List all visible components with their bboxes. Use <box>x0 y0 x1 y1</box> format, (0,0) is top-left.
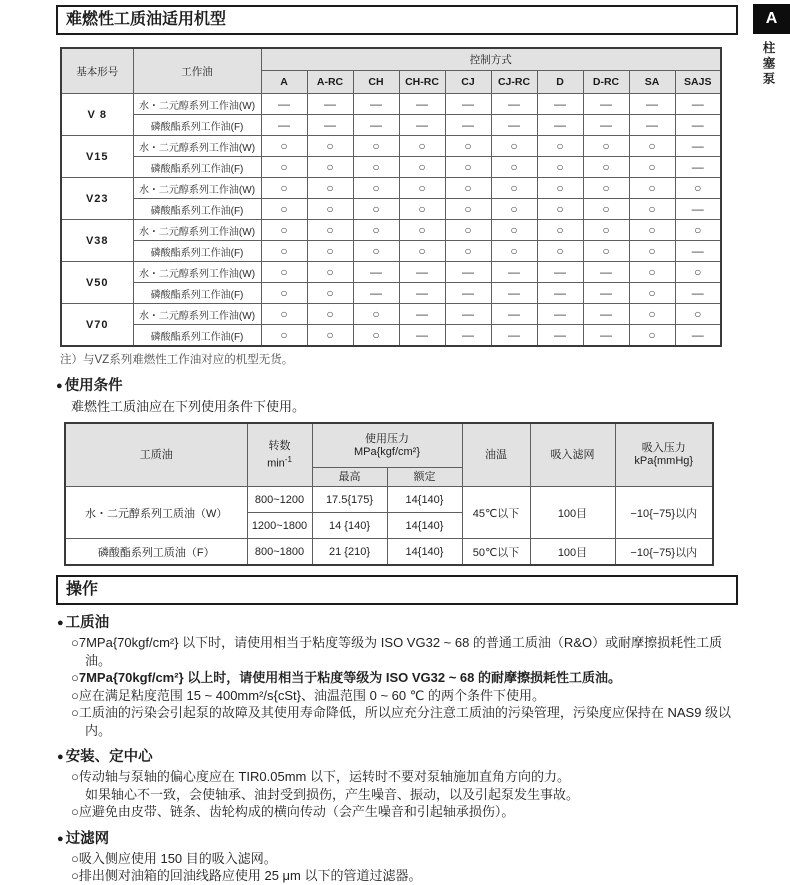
compatibility-mark-cell: — <box>583 304 629 325</box>
compatibility-mark-cell: ○ <box>583 157 629 178</box>
control-column-header: D-RC <box>583 71 629 94</box>
compatibility-mark-cell: — <box>445 283 491 304</box>
item-marker-icon: ○ <box>71 705 79 720</box>
operation-section-heading <box>57 830 738 849</box>
pressure-max-cell: 14 {140} <box>312 513 387 539</box>
operation-section-title: 安装、定中心 <box>65 749 153 765</box>
col-header-strainer: 吸入滤网 <box>530 423 615 487</box>
compatibility-mark-cell: — <box>537 94 583 115</box>
compatibility-mark-cell: — <box>629 94 675 115</box>
oil-type-cell: 磷酸酯系列工作油(F) <box>133 325 261 347</box>
model-cell: V38 <box>61 220 133 262</box>
compatibility-mark-cell: — <box>307 94 353 115</box>
control-column-header: SA <box>629 71 675 94</box>
col-header-pressure-max: 最高 <box>312 468 387 487</box>
table-row <box>61 94 721 115</box>
suction-cell: −10{−75}以内 <box>615 487 713 539</box>
table-row <box>61 115 721 136</box>
model-cell: V23 <box>61 178 133 220</box>
compatibility-mark-cell: ○ <box>307 199 353 220</box>
col-header-speed: 转数 $\min^{-1}$ <box>247 423 312 487</box>
compatibility-mark-cell: ○ <box>629 220 675 241</box>
operation-section-title: 工质油 <box>65 615 110 631</box>
model-cell: V 8 <box>61 94 133 136</box>
table-row <box>61 157 721 178</box>
applicable-models-table <box>60 47 722 347</box>
section-tab-letter: A <box>765 10 778 27</box>
compatibility-mark-cell: — <box>537 304 583 325</box>
bullet-icon: ● <box>56 380 63 392</box>
compatibility-mark-cell: — <box>537 262 583 283</box>
operation-item-text: 7MPa{70kgf/cm²} 以上时，请使用相当于粘度等级为 ISO VG32 ~ 68 的耐摩擦损耗性工质油。 <box>78 670 621 685</box>
compatibility-mark-cell: ○ <box>307 262 353 283</box>
compatibility-mark-cell: — <box>399 325 445 347</box>
compatibility-mark-cell: ○ <box>307 178 353 199</box>
speed-cell: 800~1200 <box>247 487 312 513</box>
compatibility-mark-cell: ○ <box>583 241 629 262</box>
compatibility-mark-cell: ○ <box>537 157 583 178</box>
usage-conditions-table <box>64 422 714 566</box>
compatibility-mark-cell: ○ <box>537 178 583 199</box>
operation-item-text: 排出侧对油箱的回油线路应使用 25 μm 以下的管道过滤器。 <box>78 868 422 883</box>
compatibility-mark-cell: ○ <box>491 199 537 220</box>
compatibility-mark-cell: ○ <box>353 178 399 199</box>
operation-item-text: 7MPa{70kgf/cm²} 以下时，请使用相当于粘度等级为 ISO VG32 ~ 68 的普通工质油（R&O）或耐摩擦损耗性工质油。 <box>78 635 723 668</box>
compatibility-mark-cell: — <box>307 115 353 136</box>
operation-item-text: 工质油的污染会引起泵的故障及其使用寿命降低，所以应充分注意工质油的污染管理，污染度应保持在 NAS9 级以内。 <box>78 705 732 738</box>
compatibility-mark-cell: — <box>491 325 537 347</box>
compatibility-mark-cell: ○ <box>399 178 445 199</box>
page-title: 难燃性工质油适用机型 <box>56 5 738 35</box>
compatibility-mark-cell: — <box>353 262 399 283</box>
compatibility-mark-cell: — <box>445 94 491 115</box>
item-marker-icon: ○ <box>71 687 79 703</box>
operation-item-text: 应避免由皮带、链条、齿轮构成的横向传动（会产生噪音和引起轴承损伤）。 <box>78 804 515 819</box>
compatibility-mark-cell: — <box>261 94 307 115</box>
compatibility-mark-cell: — <box>399 115 445 136</box>
compatibility-mark-cell: — <box>583 94 629 115</box>
compatibility-mark-cell: — <box>353 283 399 304</box>
compatibility-mark-cell: ○ <box>537 199 583 220</box>
oil-type-cell: 磷酸酯系列工作油(F) <box>133 241 261 262</box>
compatibility-mark-cell: ○ <box>629 157 675 178</box>
compatibility-mark-cell: ○ <box>261 136 307 157</box>
col-header-pressure-rated: 额定 <box>387 468 462 487</box>
compatibility-mark-cell: ○ <box>399 136 445 157</box>
compatibility-mark-cell: — <box>583 283 629 304</box>
table-row <box>61 325 721 347</box>
operation-item <box>71 850 738 868</box>
compatibility-mark-cell: ○ <box>629 283 675 304</box>
item-marker-icon: ○ <box>71 670 79 685</box>
compatibility-mark-cell: — <box>583 262 629 283</box>
compatibility-mark-cell: ○ <box>583 136 629 157</box>
speed-cell: 1200~1800 <box>247 513 312 539</box>
operation-section <box>57 748 738 821</box>
operation-item <box>71 634 738 669</box>
compatibility-mark-cell: ○ <box>537 241 583 262</box>
table-row <box>61 220 721 241</box>
operation-item-text: 吸入侧应使用 150 目的吸入滤网。 <box>78 850 277 866</box>
compatibility-mark-cell: ○ <box>445 178 491 199</box>
table-note: 注）与VZ系列难燃性工作油对应的机型无货。 <box>60 354 294 366</box>
compatibility-mark-cell: — <box>675 157 721 178</box>
compatibility-mark-cell: ○ <box>583 220 629 241</box>
compatibility-mark-cell: — <box>491 115 537 136</box>
section-tab-a <box>753 4 790 34</box>
compatibility-mark-cell: — <box>537 115 583 136</box>
compatibility-mark-cell: — <box>629 115 675 136</box>
operation-title: 操作 <box>56 575 738 605</box>
compatibility-mark-cell: ○ <box>675 220 721 241</box>
strainer-cell: 100目 <box>530 539 615 566</box>
side-tab-label: 柱塞泵 <box>761 41 775 88</box>
compatibility-mark-cell: — <box>353 94 399 115</box>
col-header-control-group: 控制方式 <box>261 48 721 71</box>
compatibility-mark-cell: — <box>261 115 307 136</box>
pressure-max-cell: 17.5{175} <box>312 487 387 513</box>
compatibility-mark-cell: — <box>491 262 537 283</box>
compatibility-mark-cell: ○ <box>583 199 629 220</box>
compatibility-mark-cell: ○ <box>261 304 307 325</box>
applicable-models-table-body <box>61 94 721 347</box>
col-header-temp: 油温 <box>462 423 530 487</box>
compatibility-mark-cell: ○ <box>399 220 445 241</box>
bullet-icon: ● <box>57 751 64 763</box>
compatibility-mark-cell: ○ <box>445 241 491 262</box>
col-header-suction: 吸入压力 kPa{mmHg} <box>615 423 713 487</box>
item-marker-icon: ○ <box>71 804 79 819</box>
compatibility-mark-cell: ○ <box>491 178 537 199</box>
operation-item <box>71 786 738 804</box>
compatibility-mark-cell: ○ <box>307 136 353 157</box>
compatibility-mark-cell: ○ <box>445 157 491 178</box>
col-header-oil: 工作油 <box>133 48 261 94</box>
compatibility-mark-cell: ○ <box>583 178 629 199</box>
compatibility-mark-cell: ○ <box>491 241 537 262</box>
table-row <box>61 241 721 262</box>
usage-conditions-heading <box>56 377 738 396</box>
table-row <box>61 136 721 157</box>
compatibility-mark-cell: — <box>675 136 721 157</box>
pressure-max-cell: 21 {210} <box>312 539 387 566</box>
col-header-model: 基本形号 <box>61 48 133 94</box>
operation-item <box>71 687 738 705</box>
compatibility-mark-cell: — <box>491 94 537 115</box>
oil-type-cell: 磷酸酯系列工作油(F) <box>133 283 261 304</box>
item-marker-icon: ○ <box>71 868 79 883</box>
table-row <box>65 487 713 513</box>
compatibility-mark-cell: ○ <box>399 241 445 262</box>
item-marker-icon: ○ <box>71 635 79 650</box>
compatibility-mark-cell: — <box>583 115 629 136</box>
pressure-rated-cell: 14{140} <box>387 539 462 566</box>
compatibility-mark-cell: — <box>491 283 537 304</box>
compatibility-mark-cell: ○ <box>307 220 353 241</box>
pressure-rated-cell: 14{140} <box>387 513 462 539</box>
compatibility-mark-cell: ○ <box>491 220 537 241</box>
page-content <box>56 5 738 885</box>
bullet-icon: ● <box>57 832 64 845</box>
control-column-header: D <box>537 71 583 94</box>
fluid-cell: 水・二元醇系列工质油（W） <box>65 487 247 539</box>
item-marker-icon: ○ <box>71 850 79 866</box>
compatibility-mark-cell: ○ <box>353 157 399 178</box>
oil-type-cell: 水・二元醇系列工作油(W) <box>133 178 261 199</box>
compatibility-mark-cell: ○ <box>353 199 399 220</box>
col-header-fluid: 工质油 <box>65 423 247 487</box>
compatibility-mark-cell: ○ <box>307 157 353 178</box>
compatibility-mark-cell: ○ <box>629 304 675 325</box>
compatibility-mark-cell: ○ <box>537 220 583 241</box>
compatibility-mark-cell: — <box>399 283 445 304</box>
control-column-header: CH <box>353 71 399 94</box>
compatibility-mark-cell: ○ <box>629 178 675 199</box>
operation-section <box>57 614 738 739</box>
temp-cell: 45℃以下 <box>462 487 530 539</box>
compatibility-mark-cell: ○ <box>491 157 537 178</box>
oil-type-cell: 磷酸酯系列工作油(F) <box>133 157 261 178</box>
operation-item <box>71 803 738 821</box>
compatibility-mark-cell: ○ <box>307 304 353 325</box>
operation-item <box>71 768 738 786</box>
compatibility-mark-cell: ○ <box>445 199 491 220</box>
control-column-header: A <box>261 71 307 94</box>
compatibility-mark-cell: ○ <box>307 241 353 262</box>
operation-item-text: 应在满足粘度范围 15 ~ 400mm²/s{cSt}、油温范围 0 ~ 60 ℃ 的两个条件下使用。 <box>78 687 545 703</box>
oil-type-cell: 水・二元醇系列工作油(W) <box>133 304 261 325</box>
compatibility-mark-cell: ○ <box>629 199 675 220</box>
compatibility-mark-cell: — <box>537 283 583 304</box>
compatibility-mark-cell: — <box>675 199 721 220</box>
compatibility-mark-cell: ○ <box>261 220 307 241</box>
operation-item-text: 如果轴心不一致，会使轴承、油封受到损伤，产生噪音、振动，以及引起泵发生事故。 <box>85 786 580 802</box>
model-cell: V15 <box>61 136 133 178</box>
compatibility-mark-cell: — <box>675 241 721 262</box>
item-marker-icon: ○ <box>71 769 79 784</box>
operation-items <box>71 634 738 739</box>
usage-conditions-intro: 难燃性工质油应在下列使用条件下使用。 <box>71 399 306 414</box>
usage-conditions-title: 使用条件 <box>64 378 123 394</box>
control-column-header: A-RC <box>307 71 353 94</box>
operation-section <box>57 830 738 885</box>
compatibility-mark-cell: — <box>445 304 491 325</box>
control-column-header: SAJS <box>675 71 721 94</box>
oil-type-cell: 水・二元醇系列工作油(W) <box>133 220 261 241</box>
operation-item-text: 传动轴与泵轴的偏心度应在 TIR0.05mm 以下，运转时不要对泵轴施加直角方向的力。 <box>78 769 570 784</box>
operation-section-title: 过滤网 <box>65 830 110 847</box>
compatibility-mark-cell: ○ <box>353 325 399 347</box>
operation-section-heading <box>57 614 738 633</box>
oil-type-cell: 水・二元醇系列工作油(W) <box>133 136 261 157</box>
compatibility-mark-cell: ○ <box>353 241 399 262</box>
compatibility-mark-cell: — <box>399 304 445 325</box>
compatibility-mark-cell: ○ <box>261 241 307 262</box>
compatibility-mark-cell: — <box>583 325 629 347</box>
compatibility-mark-cell: — <box>399 262 445 283</box>
compatibility-mark-cell: ○ <box>261 157 307 178</box>
compatibility-mark-cell: ○ <box>261 262 307 283</box>
compatibility-mark-cell: ○ <box>629 241 675 262</box>
operation-items <box>71 768 738 821</box>
compatibility-mark-cell: ○ <box>445 220 491 241</box>
compatibility-mark-cell: ○ <box>675 304 721 325</box>
table-row <box>61 262 721 283</box>
table-row <box>61 199 721 220</box>
compatibility-mark-cell: ○ <box>445 136 491 157</box>
compatibility-mark-cell: ○ <box>675 178 721 199</box>
compatibility-mark-cell: — <box>353 115 399 136</box>
control-column-header: CJ-RC <box>491 71 537 94</box>
compatibility-mark-cell: — <box>675 94 721 115</box>
compatibility-mark-cell: ○ <box>261 325 307 347</box>
compatibility-mark-cell: ○ <box>629 325 675 347</box>
compatibility-mark-cell: ○ <box>537 136 583 157</box>
compatibility-mark-cell: ○ <box>675 262 721 283</box>
oil-type-cell: 水・二元醇系列工作油(W) <box>133 262 261 283</box>
compatibility-mark-cell: ○ <box>491 136 537 157</box>
compatibility-mark-cell: — <box>445 115 491 136</box>
compatibility-mark-cell: ○ <box>353 220 399 241</box>
compatibility-mark-cell: ○ <box>629 136 675 157</box>
table-row <box>65 539 713 566</box>
compatibility-mark-cell: ○ <box>353 136 399 157</box>
control-column-header: CJ <box>445 71 491 94</box>
table-row <box>61 178 721 199</box>
usage-conditions-table-body <box>65 487 713 566</box>
operation-item <box>71 867 738 885</box>
speed-cell: 800~1800 <box>247 539 312 566</box>
compatibility-mark-cell: — <box>491 304 537 325</box>
compatibility-mark-cell: — <box>399 94 445 115</box>
compatibility-mark-cell: ○ <box>399 157 445 178</box>
col-header-pressure: 使用压力 MPa{kgf/cm²} <box>312 423 462 468</box>
oil-type-cell: 磷酸酯系列工作油(F) <box>133 115 261 136</box>
control-column-header: CH-RC <box>399 71 445 94</box>
operation-item <box>71 669 738 687</box>
compatibility-mark-cell: ○ <box>629 262 675 283</box>
model-cell: V70 <box>61 304 133 347</box>
operation-section-heading <box>57 748 738 767</box>
compatibility-mark-cell: ○ <box>399 199 445 220</box>
compatibility-mark-cell: ○ <box>307 283 353 304</box>
table-row <box>61 304 721 325</box>
temp-cell: 50℃以下 <box>462 539 530 566</box>
compatibility-mark-cell: — <box>445 325 491 347</box>
model-cell: V50 <box>61 262 133 304</box>
suction-cell: −10{−75}以内 <box>615 539 713 566</box>
compatibility-mark-cell: ○ <box>353 304 399 325</box>
pressure-rated-cell: 14{140} <box>387 487 462 513</box>
operation-item <box>71 704 738 739</box>
compatibility-mark-cell: — <box>537 325 583 347</box>
operation-items <box>71 850 738 885</box>
compatibility-mark-cell: — <box>675 325 721 347</box>
compatibility-mark-cell: ○ <box>261 199 307 220</box>
bullet-icon: ● <box>57 617 64 629</box>
operation-sections <box>56 614 738 885</box>
table-row <box>61 283 721 304</box>
compatibility-mark-cell: ○ <box>307 325 353 347</box>
compatibility-mark-cell: ○ <box>261 178 307 199</box>
oil-type-cell: 磷酸酯系列工作油(F) <box>133 199 261 220</box>
compatibility-mark-cell: ○ <box>261 283 307 304</box>
oil-type-cell: 水・二元醇系列工作油(W) <box>133 94 261 115</box>
fluid-cell: 磷酸酯系列工质油（F） <box>65 539 247 566</box>
compatibility-mark-cell: — <box>675 115 721 136</box>
compatibility-mark-cell: — <box>445 262 491 283</box>
compatibility-mark-cell: — <box>675 283 721 304</box>
strainer-cell: 100目 <box>530 487 615 539</box>
